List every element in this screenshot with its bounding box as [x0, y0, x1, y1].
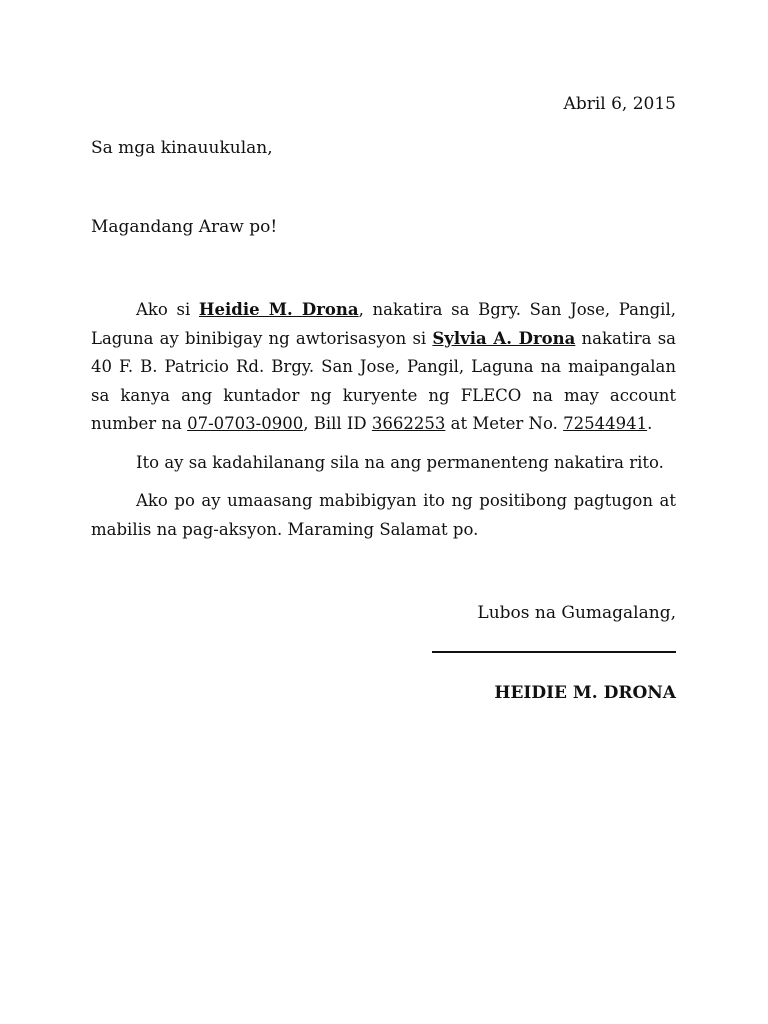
- p1-text-6: .: [647, 414, 653, 433]
- letter-body: [91, 296, 676, 554]
- signature-line: [432, 651, 676, 653]
- authorized-name: Sylvia A. Drona: [432, 328, 576, 348]
- letter-date: Abril 6, 2015: [563, 94, 676, 114]
- salutation: Sa mga kinauukulan,: [91, 138, 273, 158]
- meter-number: 72544941: [563, 414, 648, 433]
- p1-text-2: , nakatira sa Bgry. San Jose, Pangil, Laguna ay binibigay ng awtorisasyon si: [91, 300, 676, 348]
- account-number: 07-0703-0900: [187, 414, 304, 433]
- p1-text-1: Ako si: [136, 300, 199, 319]
- paragraph-reason: Ito ay sa kadahilanang sila na ang permanenteng nakatira rito.: [136, 452, 664, 472]
- p1-text-4: , Bill ID: [303, 414, 372, 433]
- paragraph-authorization: [91, 296, 676, 439]
- authorizer-name: Heidie M. Drona: [198, 300, 359, 319]
- p1-text-3: nakatira sa 40 F. B. Patricio Rd. Brgy. San Jose, Pangil, Laguna na maipangalan sa kanya ang kuntador ng kuryente ng FLECO na may account number na: [91, 328, 676, 433]
- signer-name: HEIDIE M. DRONA: [494, 683, 676, 703]
- p1-text-5: at Meter No.: [445, 414, 564, 433]
- bill-id: 3662253: [371, 414, 446, 433]
- closing: Lubos na Gumagalang,: [477, 603, 676, 623]
- paragraph-request: Ako po ay umaasang mabibigyan ito ng positibong pagtugon at mabilis na pag-aksyon. Maraming Salamat po.: [91, 491, 676, 539]
- greeting: Magandang Araw po!: [91, 217, 278, 237]
